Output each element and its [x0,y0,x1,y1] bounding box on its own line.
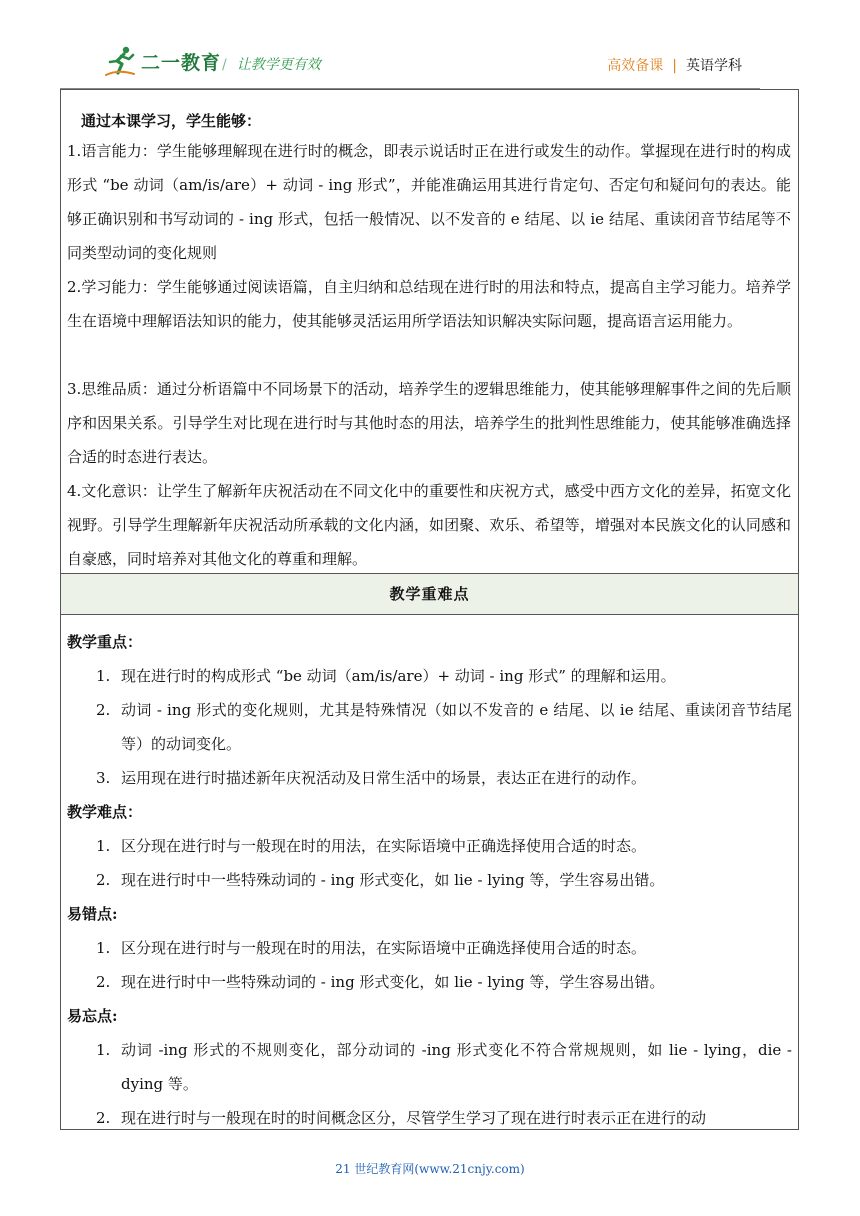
objective-culture: 4.文化意识：让学生了解新年庆祝活动在不同文化中的重要性和庆祝方式，感受中西方文化的差异，拓宽文化视野。引导学生理解新年庆祝活动所承载的文化内涵，如团聚、欢乐、希望等，增强对本民族文化的认同感和自豪感，同时培养对其他文化的尊重和理解。 [67,482,791,568]
page-header [0,0,860,90]
key-points-section [61,615,798,1129]
key-points-header [61,573,798,615]
key-points-title: 教学重难点 [389,585,470,603]
easy-forget-title: 易忘点: [67,1007,118,1025]
lesson-table [60,89,799,1130]
objective-learning: 2.学习能力：学生能够通过阅读语篇，自主归纳和总结现在进行时的用法和特点，提高自主学习能力。培养学生在语境中理解语法知识的能力，使其能够灵活运用所学语法知识解决实际问题，提高语言运用能力。 [67,278,791,330]
difficulty-title: 教学难点： [67,803,143,821]
focus-title: 教学重点： [67,633,143,651]
error-prone-title: 易错点: [67,905,118,923]
list-item: 1. 区分现在进行时与一般现在时的用法，在实际语境中正确选择使用合适的时态。 [96,837,647,855]
logo-text: 二一教育 [141,51,222,74]
runner-logo-icon [104,44,138,78]
list-item: 2. 动词 - ing 形式的变化规则，尤其是特殊情况（如以不发音的 e 结尾、以 ie 结尾、重读闭音节结尾等）的动词变化。 [96,701,792,753]
list-item: 3. 运用现在进行时描述新年庆祝活动及日常生活中的场景，表达正在进行的动作。 [96,769,647,787]
page-footer: 21 世纪教育网(www.21cnjy.com) [335,1162,525,1176]
list-item: 1. 动词 -ing 形式的不规则变化，部分动词的 -ing 形式变化不符合常规规则，如 lie - lying，die - dying 等。 [96,1041,792,1093]
objectives-intro: 通过本课学习，学生能够： [81,112,262,130]
tag-separator: | [672,58,677,74]
header-tags [607,55,742,75]
slogan [222,54,321,74]
slash-divider-icon: / [222,57,227,73]
objectives-section [61,90,798,573]
tag-efficient-prep: 高效备课 [607,58,664,74]
objective-thinking: 3.思维品质：通过分析语篇中不同场景下的活动，培养学生的逻辑思维能力，使其能够理解事件之间的先后顺序和因果关系。引导学生对比现在进行时与其他时态的用法，培养学生的批判性思维能力，使其能够准确选择合适的时态进行表达。 [67,380,791,466]
list-item: 1. 区分现在进行时与一般现在时的用法，在实际语境中正确选择使用合适的时态。 [96,939,647,957]
tag-subject: 英语学科 [686,58,742,74]
list-item: 2. 现在进行时中一些特殊动词的 - ing 形式变化，如 lie - lying 等，学生容易出错。 [96,871,665,889]
objective-language: 1.语言能力：学生能够理解现在进行时的概念，即表示说话时正在进行或发生的动作。掌握现在进行时的构成形式 “be 动词（am/is/are）+ 动词 - ing 形式”，并能准确运用其进行肯定句、否定句和疑问句的表达。能够正确识别和书写动词的 - ing 形式，包括一般情况、以不发音的 e 结尾、以 ie 结尾、重读闭音节结尾等不同类型动词的变化规则 [67,142,791,262]
list-item: 1. 现在进行时的构成形式 “be 动词（am/is/are）+ 动词 - ing 形式” 的理解和运用。 [96,667,676,685]
slogan-text: 让教学更有效 [236,57,321,73]
brand-logo [104,44,221,78]
list-item: 2. 现在进行时中一些特殊动词的 - ing 形式变化，如 lie - lying 等，学生容易出错。 [96,973,665,991]
list-item: 2. 现在进行时与一般现在时的时间概念区分，尽管学生学习了现在进行时表示正在进行的动 [96,1109,707,1127]
